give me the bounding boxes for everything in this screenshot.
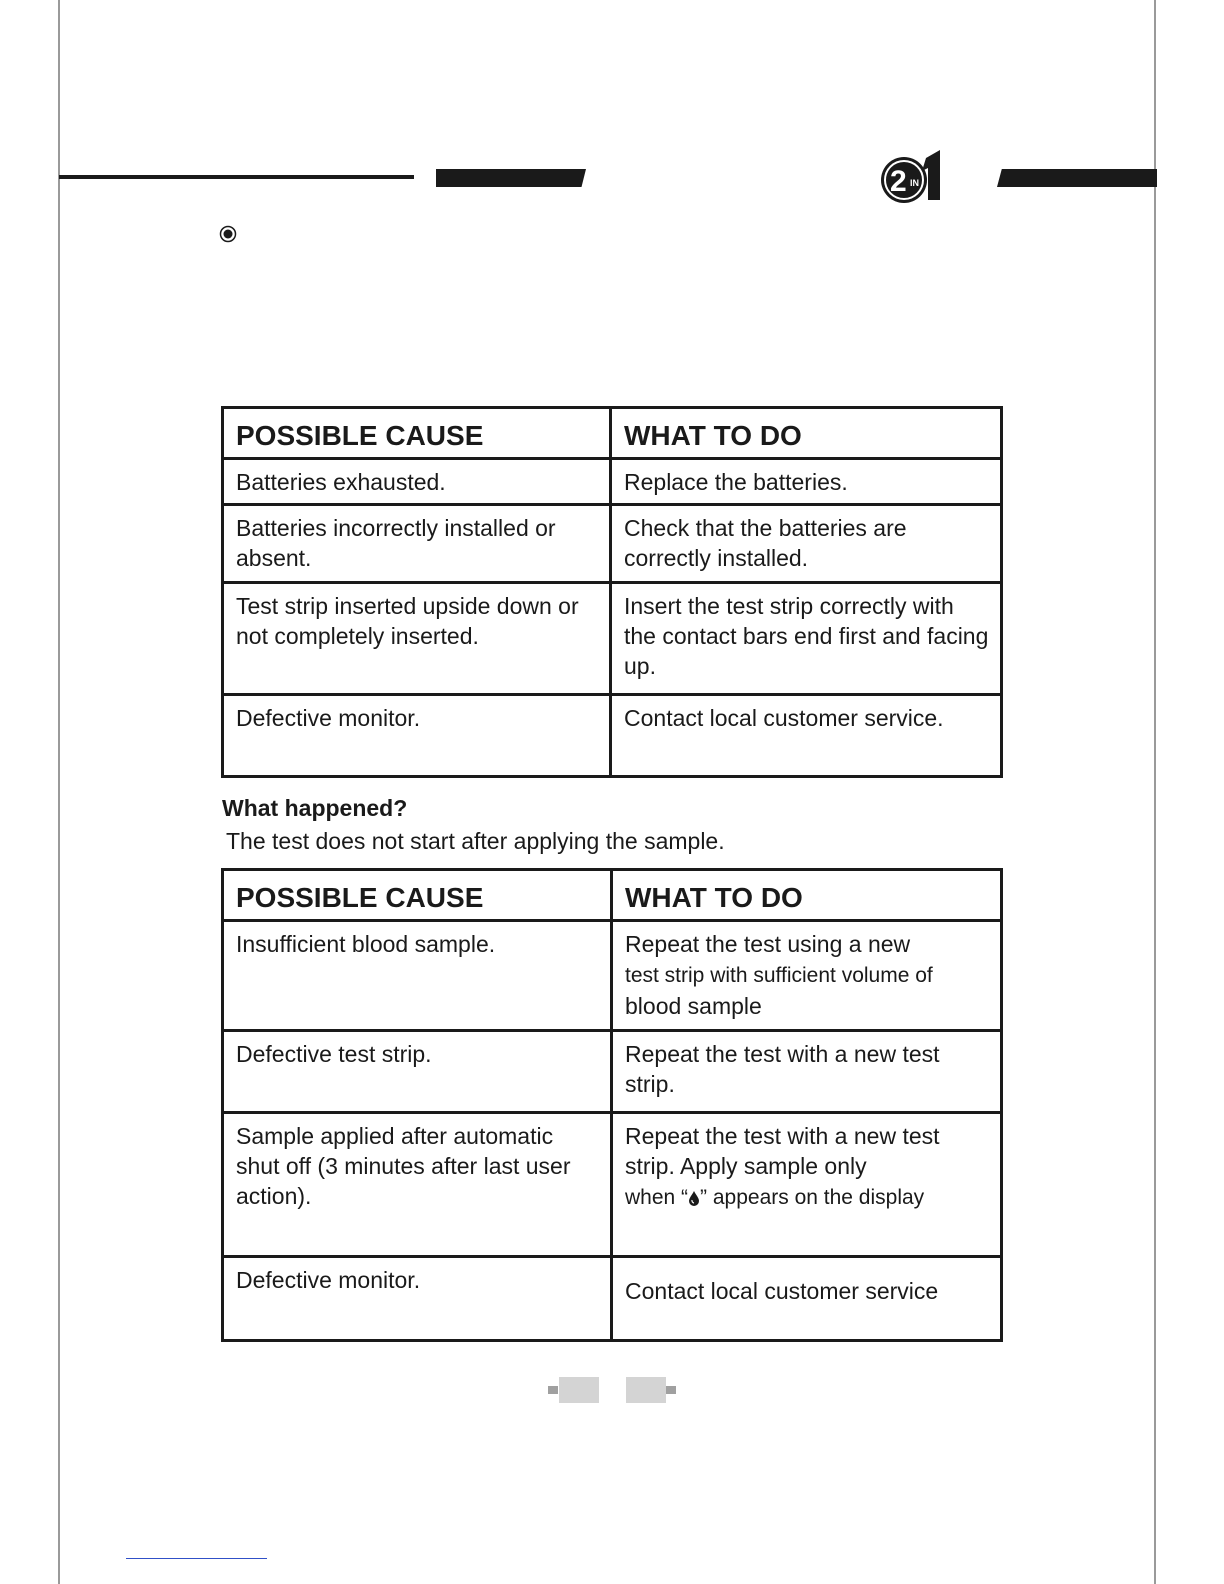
table-row: [223, 583, 1002, 695]
table-row: [223, 505, 1002, 583]
svg-text:2: 2: [890, 165, 907, 198]
column-header-cause: POSSIBLE CAUSE: [223, 408, 611, 459]
page-tab-right: [626, 1377, 666, 1403]
table-header-row: [223, 408, 1002, 459]
cause-cell: Test strip inserted upside down or not completely inserted.: [223, 583, 611, 695]
cause-cell: Batteries exhausted.: [223, 459, 611, 505]
column-header-action: WHAT TO DO: [612, 870, 1002, 921]
action-line: blood sample: [625, 993, 762, 1019]
cause-cell: Batteries incorrectly installed or absent.: [223, 505, 611, 583]
table-row: [223, 921, 1002, 1031]
column-header-action: WHAT TO DO: [611, 408, 1002, 459]
action-cell: Insert the test strip correctly with the contact bars end first and facing up.: [611, 583, 1002, 695]
action-cell: Check that the batteries are correctly installed.: [611, 505, 1002, 583]
page-tab-tick-right: [666, 1386, 676, 1394]
header-bar-right: [997, 169, 1157, 187]
section-description: The test does not start after applying the sample.: [226, 828, 725, 854]
action-text: Repeat the test with a new test strip. Apply sample only: [625, 1123, 940, 1179]
action-when-text: when “: [625, 1186, 689, 1209]
svg-text:IN: IN: [910, 178, 919, 188]
troubleshooting-table-1: [221, 406, 1003, 778]
blood-drop-icon: [688, 1190, 700, 1206]
2-in-1-logo-icon: [880, 148, 946, 206]
section-title: What happened?: [222, 795, 408, 821]
cause-cell: Insufficient blood sample.: [223, 921, 612, 1031]
action-line: Repeat the test using a new: [625, 931, 911, 957]
table-header-row: [223, 870, 1002, 921]
cause-cell: Defective test strip.: [223, 1031, 612, 1113]
action-cell: Contact local customer service.: [611, 695, 1002, 777]
cause-cell: Defective monitor.: [223, 695, 611, 777]
table-row: [223, 1257, 1002, 1341]
action-cell: [612, 921, 1002, 1031]
action-line: test strip with sufficient volume of: [625, 964, 933, 987]
action-cell: Replace the batteries.: [611, 459, 1002, 505]
cause-cell: Sample applied after automatic shut off (3 minutes after last user action).: [223, 1113, 612, 1257]
radio-bullet-icon: [219, 225, 237, 243]
action-cell: Contact local customer service: [612, 1257, 1002, 1341]
column-header-cause: POSSIBLE CAUSE: [223, 870, 612, 921]
table-row: [223, 459, 1002, 505]
table-row: [223, 1113, 1002, 1257]
right-margin-line: [1154, 0, 1156, 1584]
action-after-text: ” appears on the display: [700, 1186, 925, 1209]
footer-link-underline: [126, 1558, 267, 1559]
troubleshooting-table-2: [221, 868, 1003, 1342]
page-tab-tick-left: [548, 1386, 558, 1394]
action-cell: [612, 1113, 1002, 1257]
left-margin-line: [58, 0, 60, 1584]
header-rule: [59, 175, 414, 179]
header-bar-left: [436, 169, 586, 187]
table-row: [223, 695, 1002, 777]
table-row: [223, 1031, 1002, 1113]
page-tab-left: [559, 1377, 599, 1403]
cause-cell: Defective monitor.: [223, 1257, 612, 1341]
action-cell: Repeat the test with a new test strip.: [612, 1031, 1002, 1113]
